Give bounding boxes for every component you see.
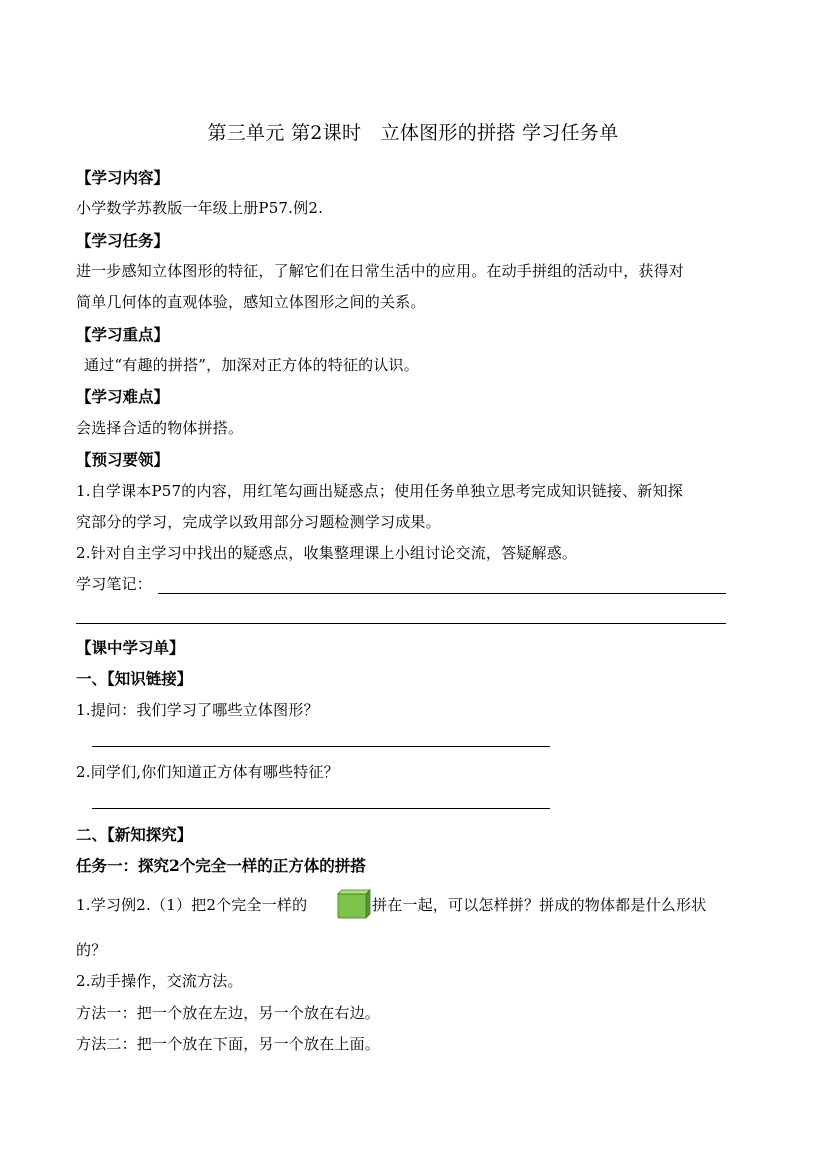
- notes-label: 学习笔记：: [76, 575, 153, 593]
- example-text-line-2: 的？: [76, 941, 107, 959]
- example-text-part-2: 拼在一起，可以怎样拼？拼成的物体都是什么形状: [372, 896, 707, 914]
- answer-line-1[interactable]: [92, 746, 550, 747]
- content-text: 小学数学苏教版一年级上册P57.例2.: [76, 199, 324, 217]
- task-text-line-2: 简单几何体的直观体验，感知立体图形之间的关系。: [76, 293, 426, 311]
- page-title: 第三单元 第2课时 立体图形的拼搭 学习任务单: [207, 122, 619, 144]
- preview-heading: 【预习要领】: [76, 450, 170, 469]
- notes-line-1[interactable]: [158, 593, 726, 594]
- preview-item-1-line-1: 1.自学课本P57的内容，用红笔勾画出疑惑点；使用任务单独立思考完成知识链接、新知探: [76, 482, 683, 500]
- step-2-text: 2.动手操作，交流方法。: [76, 972, 243, 990]
- answer-line-2[interactable]: [92, 808, 550, 809]
- knowledge-link-heading: 一、【知识链接】: [76, 669, 193, 688]
- preview-item-1-line-2: 究部分的学习，完成学以致用部分习题检测学习成果。: [76, 513, 441, 531]
- task-1-heading: 任务一：探究2个完全一样的正方体的拼搭: [76, 856, 366, 875]
- method-1-text: 方法一：把一个放在左边，另一个放在右边。: [76, 1004, 381, 1022]
- example-text-part-1: 1.学习例2.（1）把2个完全一样的: [76, 896, 308, 914]
- difficulty-text: 会选择合适的物体拼搭。: [76, 419, 244, 437]
- focus-heading: 【学习重点】: [76, 325, 170, 344]
- content-heading: 【学习内容】: [76, 168, 170, 187]
- preview-item-2: 2.针对自主学习中找出的疑惑点，收集整理课上小组讨论交流，答疑解惑。: [76, 544, 578, 562]
- method-2-text: 方法二：把一个放在下面，另一个放在上面。: [76, 1035, 381, 1053]
- task-text-line-1: 进一步感知立体图形的特征，了解它们在日常生活中的应用。在动手拼组的活动中，获得对: [76, 262, 685, 280]
- difficulty-heading: 【学习难点】: [76, 387, 170, 406]
- class-sheet-heading: 【课中学习单】: [76, 638, 185, 657]
- task-heading: 【学习任务】: [76, 231, 170, 250]
- green-cube-icon: [337, 889, 371, 919]
- new-knowledge-heading: 二、【新知探究】: [76, 825, 193, 844]
- notes-line-2[interactable]: [76, 623, 726, 624]
- focus-text: 通过“有趣的拼搭”，加深对正方体的特征的认识。: [84, 356, 419, 374]
- question-1: 1.提问：我们学习了哪些立体图形？: [76, 701, 319, 719]
- question-2: 2.同学们,你们知道正方体有哪些特征？: [76, 763, 339, 781]
